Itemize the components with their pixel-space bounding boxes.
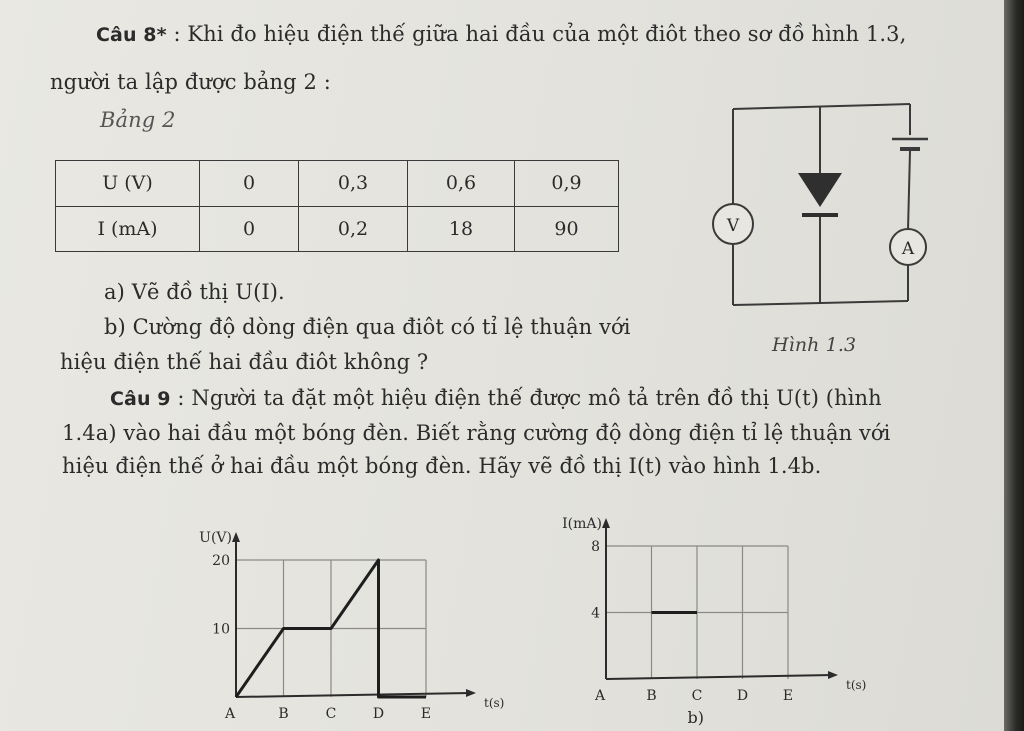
q9-line1 [110,386,882,410]
x-axis-arrow [466,689,476,697]
table-cell: U (V) [56,161,200,207]
table-cell: 0,6 [408,161,515,207]
x-tick-label: E [782,688,794,704]
q8-line1-text: : Khi đo hiệu điện thế giữa hai đầu của một điôt theo sơ đồ hình 1.3, [166,22,907,46]
table-caption: Bảng 2 [100,108,176,132]
q8-label: Câu 8* [96,24,167,46]
x-axis-label: t(s) [484,696,505,710]
x-axis [606,675,833,679]
y-tick-label: 20 [212,553,230,569]
q8-line2: người ta lập được bảng 2 : [50,70,331,94]
x-axis-arrow [828,671,838,679]
y-axis-label: U(V) [199,530,232,546]
x-tick-label: B [646,688,657,704]
q8-part-b-line2: hiệu điện thế hai đầu điôt không ? [60,350,429,374]
y-axis-arrow [602,518,610,528]
circuit-wire-right-mid [908,151,910,230]
x-tick-label: A [224,706,236,722]
subfigure-label: b) [687,708,704,727]
book-spine-edge [1004,0,1024,731]
table-cell: 90 [515,206,619,252]
table-cell: 0 [200,161,299,207]
q8-line1 [96,22,906,46]
q9-line2: 1.4a) vào hai đầu một bóng đèn. Biết rằng cường độ dòng điện tỉ lệ thuận với [62,421,891,445]
table-cell: 18 [408,206,515,252]
chart-i-t [540,508,867,729]
data-table [55,160,619,252]
x-tick-label: D [736,688,749,704]
y-axis-label: I(mA) [562,516,602,532]
y-axis-arrow [232,532,240,542]
y-tick-label: 8 [591,539,600,555]
table-cell: 0,2 [299,206,408,252]
table-row-voltage [56,161,619,207]
q9-label: Câu 9 [110,388,171,410]
table-cell: 0,3 [299,161,408,207]
table-cell: 0,9 [515,161,619,207]
x-tick-label: B [278,706,289,722]
x-tick-label: A [594,688,606,704]
x-tick-label: C [325,706,337,722]
table-cell: I (mA) [56,206,200,252]
table-row-current [56,206,619,252]
y-tick-label: 4 [591,605,600,622]
x-axis [236,693,471,697]
circuit-caption: Hình 1.3 [772,334,857,356]
circuit-wire-top [733,104,910,109]
q9-line1-text: : Người ta đặt một hiệu điện thế được mô tả trên đồ thị U(t) (hình [170,386,882,410]
x-tick-label: E [420,706,432,722]
circuit-diagram [700,95,960,325]
diode-symbol [798,173,842,207]
y-tick-label: 10 [212,621,230,638]
voltmeter-label: V [726,216,740,236]
x-tick-label: C [691,688,703,704]
q9-line3: hiệu điện thế ở hai đầu một bóng đèn. Hãy vẽ đồ thị I(t) vào hình 1.4b. [62,454,822,478]
ammeter-label: A [901,239,915,259]
q8-part-a: a) Vẽ đồ thị U(I). [104,280,285,304]
chart-u-t [170,510,505,730]
x-axis-label: t(s) [846,678,867,692]
x-tick-label: D [372,706,385,722]
q8-part-b-line1: b) Cường độ dòng điện qua điôt có tỉ lệ thuận với [104,315,631,339]
table-cell: 0 [200,206,299,252]
